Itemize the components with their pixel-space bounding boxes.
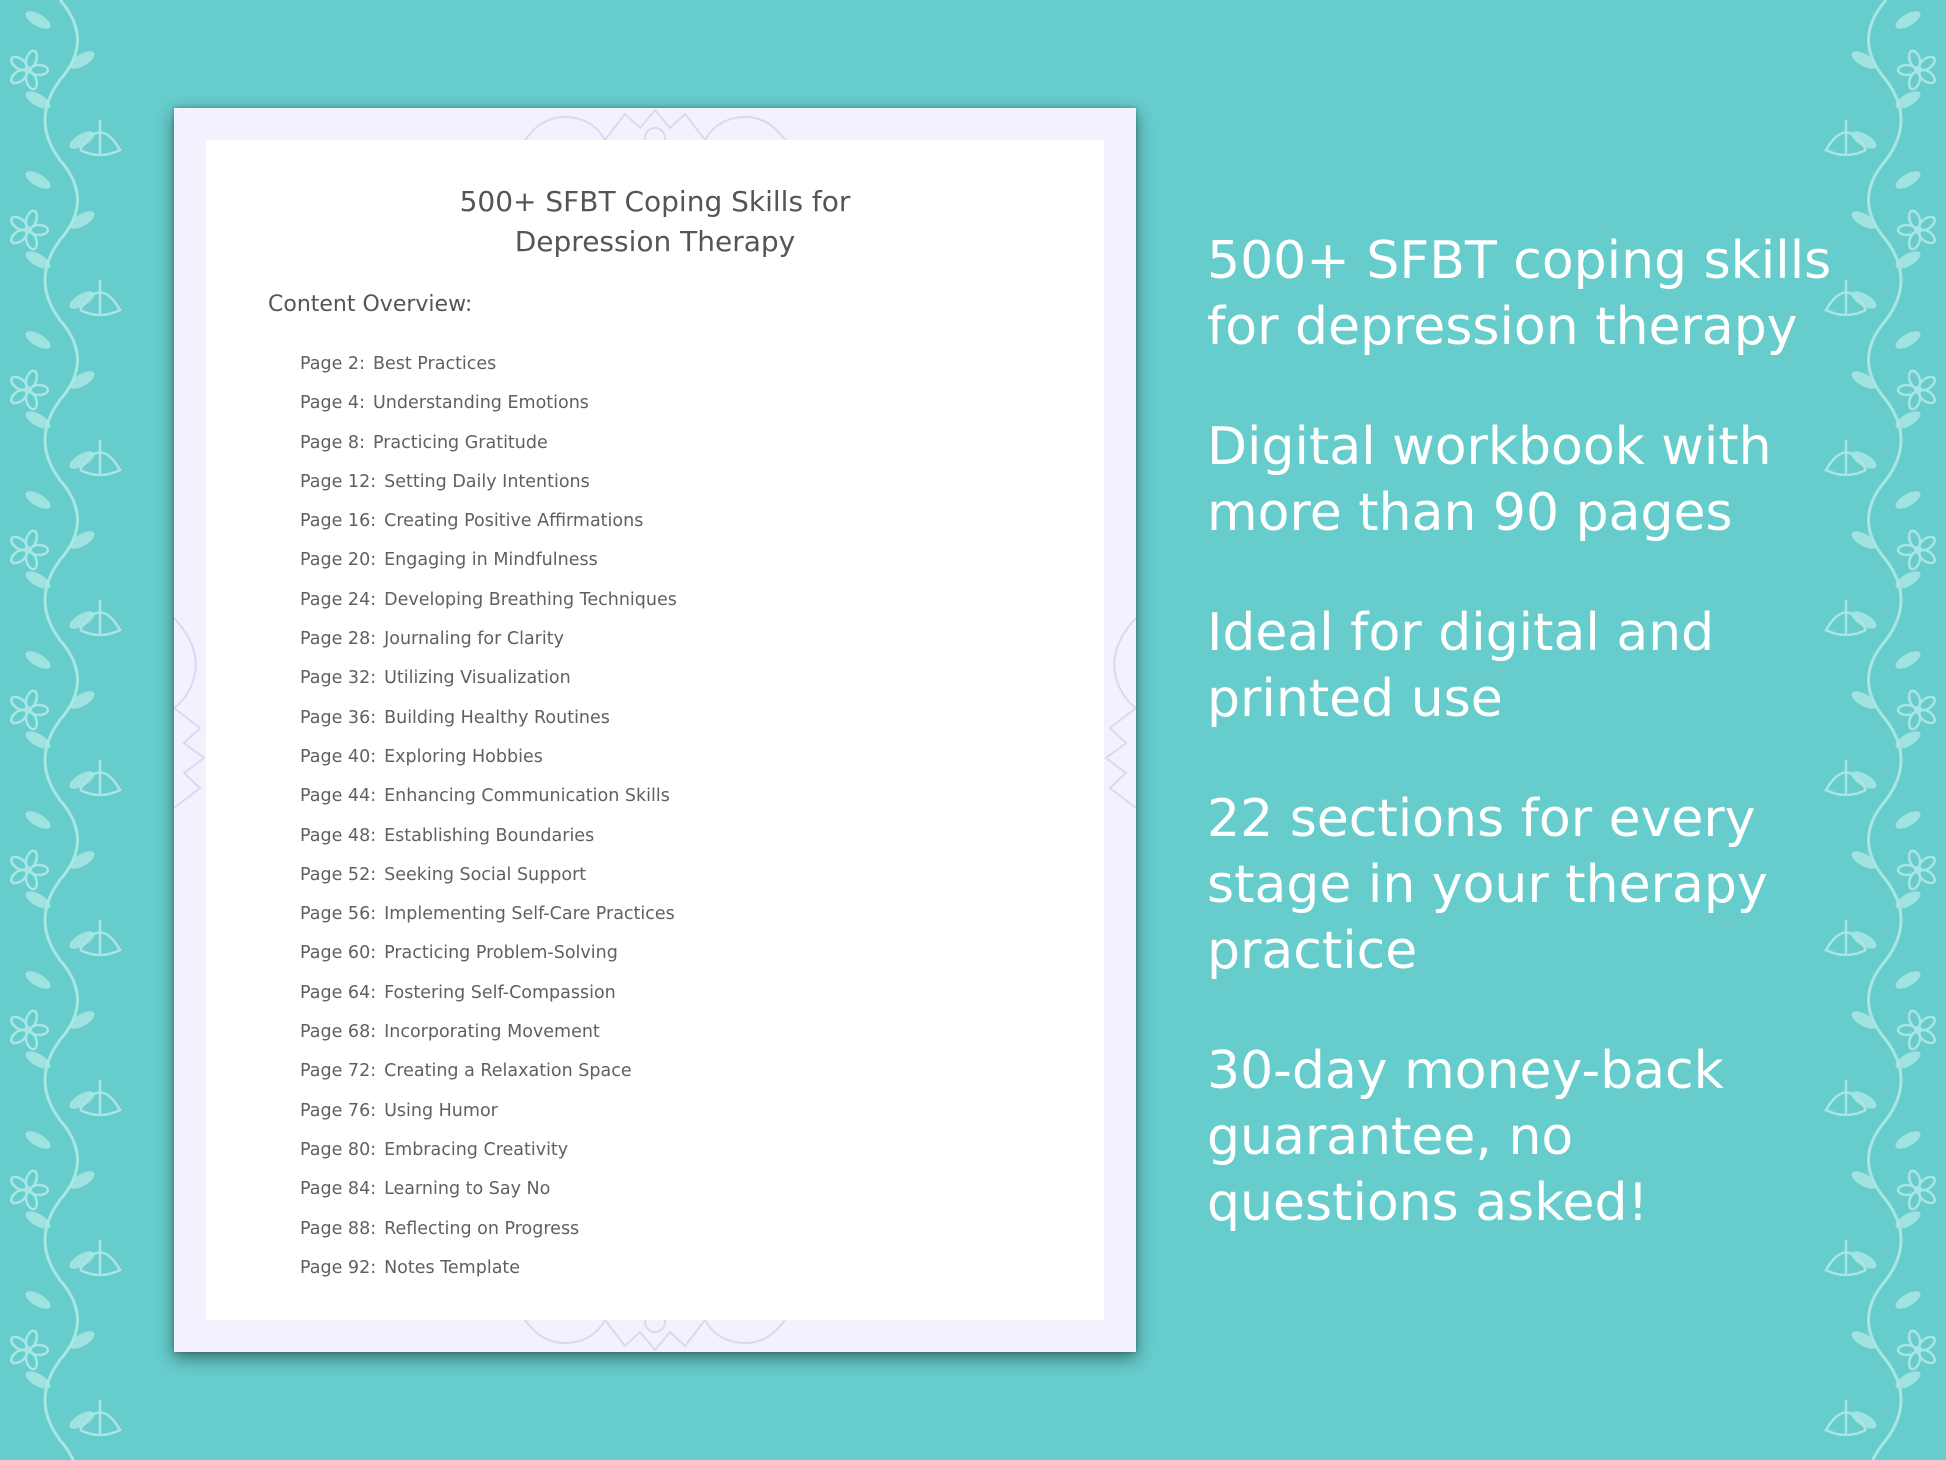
toc-page-number: Page 60: — [300, 943, 377, 964]
toc-topic: Embracing Creativity — [384, 1139, 569, 1160]
toc-page-number: Page 68: — [300, 1022, 377, 1043]
toc-item — [300, 777, 677, 816]
toc-topic: Practicing Problem-Solving — [384, 943, 618, 964]
toc-item — [300, 1131, 677, 1170]
toc-page-number: Page 52: — [300, 864, 377, 885]
toc-item — [300, 424, 677, 463]
feature-text-line: 30-day money-back — [1207, 1041, 1724, 1101]
feature-item — [1207, 786, 1907, 984]
toc-topic: Practicing Gratitude — [372, 432, 548, 453]
toc-topic: Enhancing Communication Skills — [384, 786, 670, 807]
toc-item — [300, 581, 677, 620]
floral-vine-left-icon — [0, 0, 150, 1460]
toc-item — [300, 856, 677, 895]
feature-item — [1207, 228, 1907, 360]
toc-item — [300, 934, 677, 973]
feature-text-line: 500+ SFBT coping skills — [1207, 231, 1832, 291]
toc-page-number: Page 12: — [300, 471, 377, 492]
mandala-top-icon — [505, 108, 805, 140]
toc-item — [300, 738, 677, 777]
toc-item — [300, 1210, 677, 1249]
toc-topic: Incorporating Movement — [384, 1022, 600, 1043]
toc-page-number: Page 76: — [300, 1100, 377, 1121]
toc-page-number: Page 72: — [300, 1061, 377, 1082]
mandala-bottom-icon — [505, 1320, 805, 1352]
toc-item — [300, 1092, 677, 1131]
feature-text-line: more than 90 pages — [1207, 483, 1733, 543]
toc-page-number: Page 8: — [300, 432, 365, 453]
feature-list — [1207, 228, 1907, 1290]
toc-topic: Creating Positive Affirmations — [384, 511, 644, 532]
toc-topic: Building Healthy Routines — [384, 707, 610, 728]
toc-topic: Reflecting on Progress — [384, 1218, 580, 1239]
toc-page-number: Page 2: — [300, 354, 365, 374]
feature-item — [1207, 414, 1907, 546]
toc-item — [300, 659, 677, 698]
toc-page-number: Page 4: — [300, 393, 365, 414]
toc-topic: Setting Daily Intentions — [384, 471, 590, 492]
toc-item — [300, 541, 677, 580]
toc-topic: Exploring Hobbies — [384, 746, 543, 767]
toc-page-number: Page 20: — [300, 550, 377, 571]
feature-text-line: Digital workbook with — [1207, 417, 1772, 477]
feature-item — [1207, 1038, 1907, 1236]
toc-topic: Best Practices — [372, 354, 497, 374]
toc-page-number: Page 80: — [300, 1139, 377, 1160]
toc-page-number: Page 44: — [300, 786, 377, 807]
mandala-right-icon — [1104, 608, 1136, 828]
document-title — [206, 182, 1104, 262]
document-page — [206, 140, 1104, 1320]
mandala-left-icon — [174, 608, 206, 828]
feature-text-line: guarantee, no — [1207, 1107, 1574, 1167]
toc-page-number: Page 24: — [300, 589, 377, 610]
toc-topic: Establishing Boundaries — [384, 825, 595, 846]
toc-topic: Implementing Self-Care Practices — [384, 904, 675, 925]
toc-topic: Learning to Say No — [384, 1179, 551, 1200]
feature-text-line: stage in your therapy — [1207, 855, 1768, 915]
toc-topic: Engaging in Mindfulness — [384, 550, 598, 571]
table-of-contents — [300, 345, 677, 1288]
toc-topic: Using Humor — [384, 1100, 498, 1121]
document-title-line1: 500+ SFBT Coping Skills for — [459, 185, 851, 218]
toc-item — [300, 817, 677, 856]
toc-item — [300, 895, 677, 934]
toc-page-number: Page 64: — [300, 982, 377, 1003]
toc-topic: Fostering Self-Compassion — [384, 982, 616, 1003]
toc-page-number: Page 48: — [300, 825, 377, 846]
toc-topic: Developing Breathing Techniques — [384, 589, 677, 610]
feature-text-line: printed use — [1207, 669, 1503, 729]
toc-topic: Understanding Emotions — [372, 393, 589, 414]
toc-item — [300, 620, 677, 659]
toc-item — [300, 463, 677, 502]
toc-item — [300, 1013, 677, 1052]
feature-text-line: Ideal for digital and — [1207, 603, 1715, 663]
document-title-line2: Depression Therapy — [514, 225, 796, 258]
toc-item — [300, 1249, 677, 1288]
toc-page-number: Page 16: — [300, 511, 377, 532]
toc-item — [300, 384, 677, 423]
toc-page-number: Page 32: — [300, 668, 377, 689]
toc-topic: Journaling for Clarity — [384, 629, 564, 650]
toc-item — [300, 1052, 677, 1091]
toc-page-number: Page 88: — [300, 1218, 377, 1239]
feature-text-line: practice — [1207, 921, 1418, 981]
toc-item — [300, 1170, 677, 1209]
toc-page-number: Page 36: — [300, 707, 377, 728]
feature-text-line: 22 sections for every — [1207, 789, 1756, 849]
toc-topic: Utilizing Visualization — [384, 668, 571, 689]
toc-item — [300, 974, 677, 1013]
toc-item — [300, 699, 677, 738]
toc-page-number: Page 40: — [300, 746, 377, 767]
toc-topic: Creating a Relaxation Space — [384, 1061, 632, 1082]
toc-page-number: Page 92: — [300, 1257, 377, 1278]
feature-text-line: for depression therapy — [1207, 297, 1798, 357]
content-overview-label: Content Overview: — [268, 292, 473, 317]
toc-page-number: Page 28: — [300, 629, 377, 650]
toc-item — [300, 502, 677, 541]
toc-page-number: Page 56: — [300, 904, 377, 925]
feature-item — [1207, 600, 1907, 732]
toc-topic: Seeking Social Support — [384, 864, 587, 885]
document-preview — [174, 108, 1136, 1352]
toc-topic: Notes Template — [384, 1257, 521, 1278]
toc-item — [300, 345, 677, 384]
feature-text-line: questions asked! — [1207, 1173, 1649, 1233]
toc-page-number: Page 84: — [300, 1179, 377, 1200]
